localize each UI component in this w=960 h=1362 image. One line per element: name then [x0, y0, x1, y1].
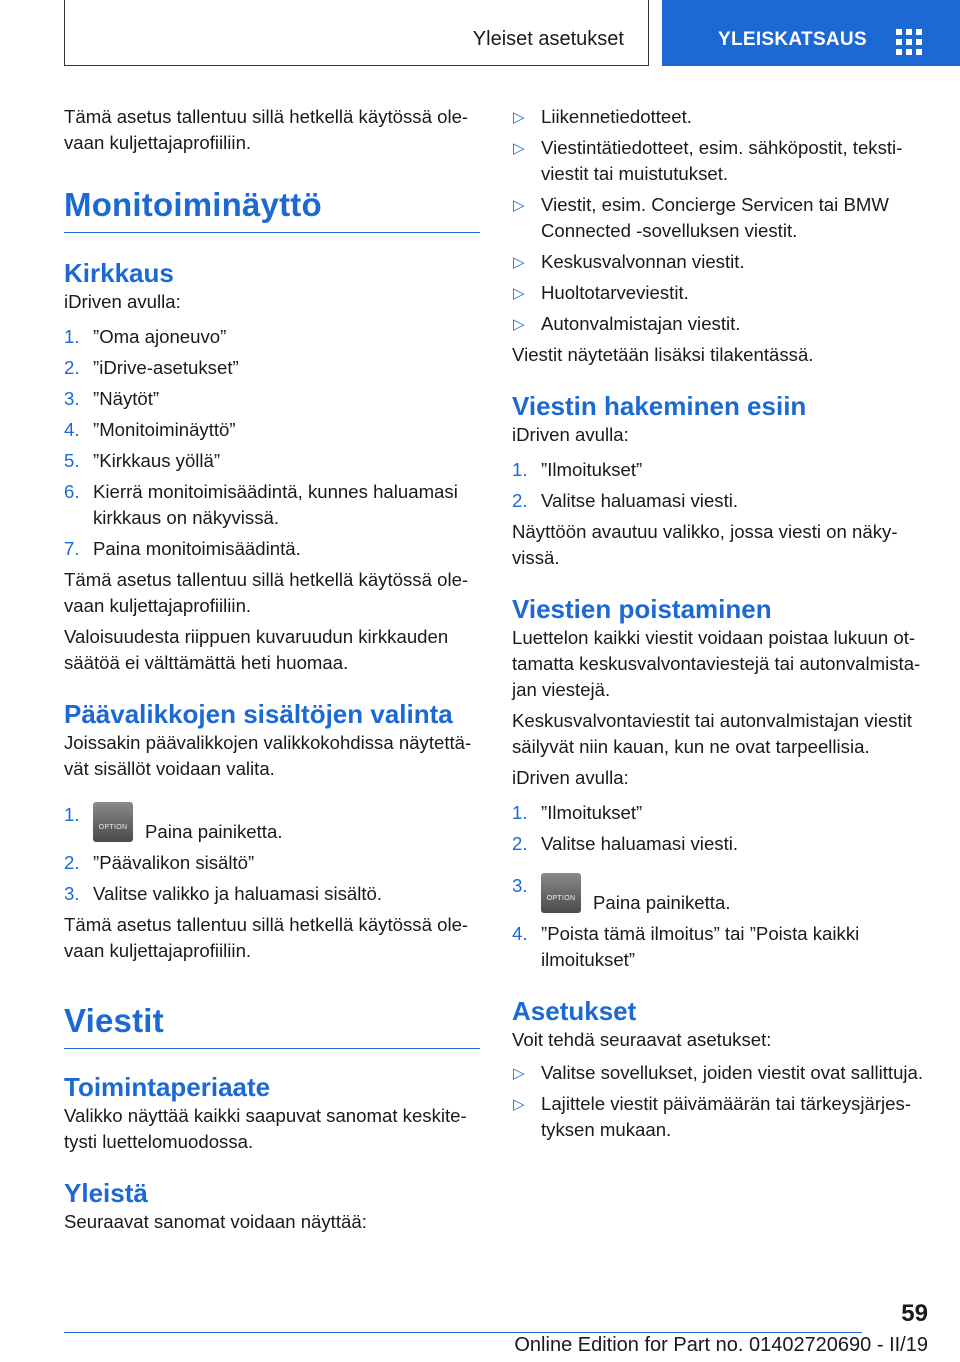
fetch-lead: iDriven avulla: — [512, 424, 629, 445]
list-item: 3. Valitse valikko ja haluamasi sisältö. — [64, 883, 383, 904]
header-section-title: Yleiset asetukset — [472, 28, 624, 50]
brightness-lead: iDriven avulla: — [64, 291, 181, 312]
header-chapter-tab[interactable] — [662, 0, 960, 66]
list-item: 3. OPTION Paina painiketta. — [512, 875, 731, 913]
delete-lead: iDriven avulla: — [512, 767, 629, 788]
section-title-brightness: Kirkkaus — [64, 258, 174, 288]
fetch-note: Näyttöön avautuu valikko, jossa viesti on näkyvissä. — [512, 521, 898, 568]
list-item: ▷ Valitse sovellukset, joiden viestit ovat sallittuja. — [513, 1062, 924, 1083]
section-title-fetch-message: Viestin hakeminen esiin — [512, 391, 807, 421]
list-item: 7. Paina monitoimisäädintä. — [64, 538, 301, 559]
brightness-steps — [64, 324, 480, 562]
message-types-list — [512, 104, 928, 337]
brightness-note-profile: Tämä asetus tallentuu sillä hetkellä käytössä olevaan kuljettajaprofiiliin. — [64, 569, 469, 616]
option-button-icon: OPTION — [93, 802, 133, 842]
list-item: 1. ”Ilmoitukset” — [512, 459, 643, 480]
section-title-main-menu-content: Päävalikkojen sisältöjen valinta — [64, 699, 453, 729]
list-item: 2. ”iDrive-asetukset” — [64, 357, 239, 378]
list-item: ▷ Huoltotarveviestit. — [513, 282, 689, 303]
brightness-note-light: Valoisuudesta riippuen kuvaruudun kirkkauden säätöä ei välttämättä heti huomaa. — [64, 626, 449, 673]
delete-steps — [512, 800, 928, 973]
list-item: 4. ”Monitoiminäyttö” — [64, 419, 236, 440]
delete-body-2: Keskusvalvontaviestit tai autonvalmistajan viestit säilyvät niin kauan, kun ne ovat tarpeellisia. — [512, 710, 912, 757]
list-item: 3. ”Näytöt” — [64, 388, 160, 409]
header-section-box — [64, 0, 649, 66]
section-title-principle: Toimintaperiaate — [64, 1072, 271, 1102]
list-item: 2. Valitse haluamasi viesti. — [512, 490, 739, 511]
main-menu-note: Tämä asetus tallentuu sillä hetkellä käytössä olevaan kuljettajaprofiiliin. — [64, 914, 469, 961]
chapter-title-messages: Viestit — [64, 1002, 480, 1049]
intro-text: Tämä asetus tallentuu sillä hetkellä käytössä olevaan kuljettajaprofiiliin. — [64, 106, 469, 153]
list-item: 1. ”Oma ajoneuvo” — [64, 326, 227, 347]
list-item: ▷ Lajittele viestit päivämäärän tai tärkeysjärjestyksen mukaan. — [513, 1093, 911, 1140]
page-number: 59 — [901, 1300, 928, 1327]
chapter-title-multifunction-display: Monitoiminäyttö — [64, 186, 480, 233]
section-title-delete-messages: Viestien poistaminen — [512, 594, 772, 624]
option-button-icon: OPTION — [541, 873, 581, 913]
settings-lead: Voit tehdä seuraavat asetukset: — [512, 1029, 772, 1050]
list-item: ▷ Viestintätiedotteet, esim. sähköpostit, tekstiviestit tai muistutukset. — [513, 137, 903, 184]
list-item: 5. ”Kirkkaus yöllä” — [64, 450, 221, 471]
general-body: Seuraavat sanomat voidaan näyttää: — [64, 1211, 367, 1232]
main-menu-steps — [64, 802, 480, 907]
list-item: ▷ Viestit, esim. Concierge Servicen tai BMW Connected -sovelluksen viestit. — [513, 194, 889, 241]
delete-body-1: Luettelon kaikki viestit voidaan poistaa lukuun ottamatta keskusvalvontaviestejä tai autonvalmistajan viestejä. — [512, 627, 921, 700]
list-item: 2. ”Päävalikon sisältö” — [64, 852, 255, 873]
footer-edition: Online Edition for Part no. 01402720690 - II/19 — [514, 1334, 928, 1356]
list-item: 4. ”Poista tämä ilmoitus” tai ”Poista kaikki ilmoitukset” — [512, 923, 860, 970]
right-column — [512, 104, 928, 1148]
list-item: ▷ Autonvalmistajan viestit. — [513, 313, 741, 334]
left-column — [64, 104, 480, 1240]
fetch-steps — [512, 457, 928, 514]
settings-list — [512, 1060, 928, 1143]
list-item: ▷ Liikennetiedotteet. — [513, 106, 692, 127]
list-item: 2. Valitse haluamasi viesti. — [512, 833, 739, 854]
list-item: 6. Kierrä monitoimisäädintä, kunnes haluamasi kirkkaus on näkyvissä. — [64, 481, 458, 528]
list-item: 1. OPTION Paina painiketta. — [64, 804, 283, 842]
footer-divider — [64, 1332, 862, 1333]
header-chapter-title: YLEISKATSAUS — [718, 29, 867, 50]
list-item: ▷ Keskusvalvonnan viestit. — [513, 251, 745, 272]
section-title-settings: Asetukset — [512, 996, 637, 1026]
section-title-general: Yleistä — [64, 1178, 148, 1208]
principle-body: Valikko näyttää kaikki saapuvat sanomat keskitetysti luettelomuodossa. — [64, 1105, 467, 1152]
grid-icon — [896, 29, 922, 55]
list-item: 1. ”Ilmoitukset” — [512, 802, 643, 823]
status-field-note: Viestit näytetään lisäksi tilakentässä. — [512, 344, 814, 365]
main-menu-body: Joissakin päävalikkojen valikkokohdissa näytettävät sisällöt voidaan valita. — [64, 732, 472, 779]
